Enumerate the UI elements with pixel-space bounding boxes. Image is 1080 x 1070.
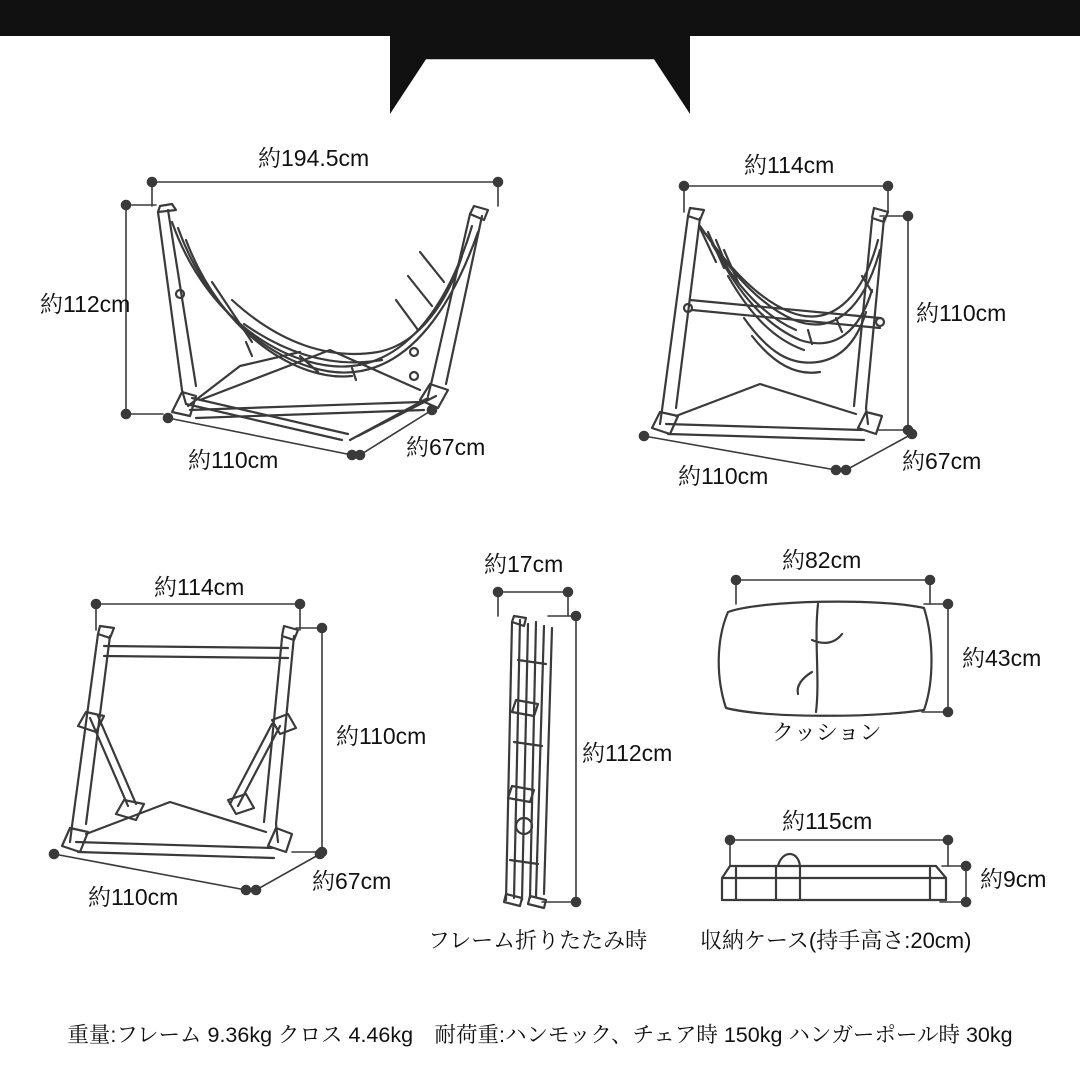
fig6-width-label: 約115cm (782, 808, 873, 834)
fig2-base-width-label: 約110cm (678, 463, 769, 489)
fig1-depth-label: 約67cm (406, 434, 486, 460)
fig1-height-label: 約112cm (40, 291, 131, 317)
fig4-height-label: 約112cm (582, 740, 673, 766)
fig2-width-label: 約114cm (744, 152, 835, 178)
fig5-caption: クッション (772, 720, 882, 745)
fig4-width-label: 約17cm (484, 551, 564, 577)
fig6-height-label: 約9cm (980, 866, 1047, 892)
fig1-base-width-label: 約110cm (188, 447, 279, 473)
page-title: SIZE (489, 51, 591, 98)
fig3-width-label: 約114cm (154, 574, 245, 600)
fig1-width-label: 約194.5cm (258, 145, 370, 171)
spec-footer-text: 重量:フレーム 9.36kg クロス 4.46kg 耐荷重:ハンモック、チェア時 150kg ハンガーポール時 30kg (67, 1023, 1013, 1047)
fig4-caption: フレーム折りたたみ時 (428, 928, 648, 953)
fig2-depth-label: 約67cm (902, 448, 982, 474)
fig2-height-label: 約110cm (916, 300, 1007, 326)
fig5-width-label: 約82cm (782, 547, 862, 573)
fig3-height-label: 約110cm (336, 723, 427, 749)
fig5-height-label: 約43cm (962, 645, 1042, 671)
fig6-caption: 収納ケース(持手高さ:20cm) (700, 928, 972, 953)
fig3-depth-label: 約67cm (312, 868, 392, 894)
fig3-base-width-label: 約110cm (88, 884, 179, 910)
